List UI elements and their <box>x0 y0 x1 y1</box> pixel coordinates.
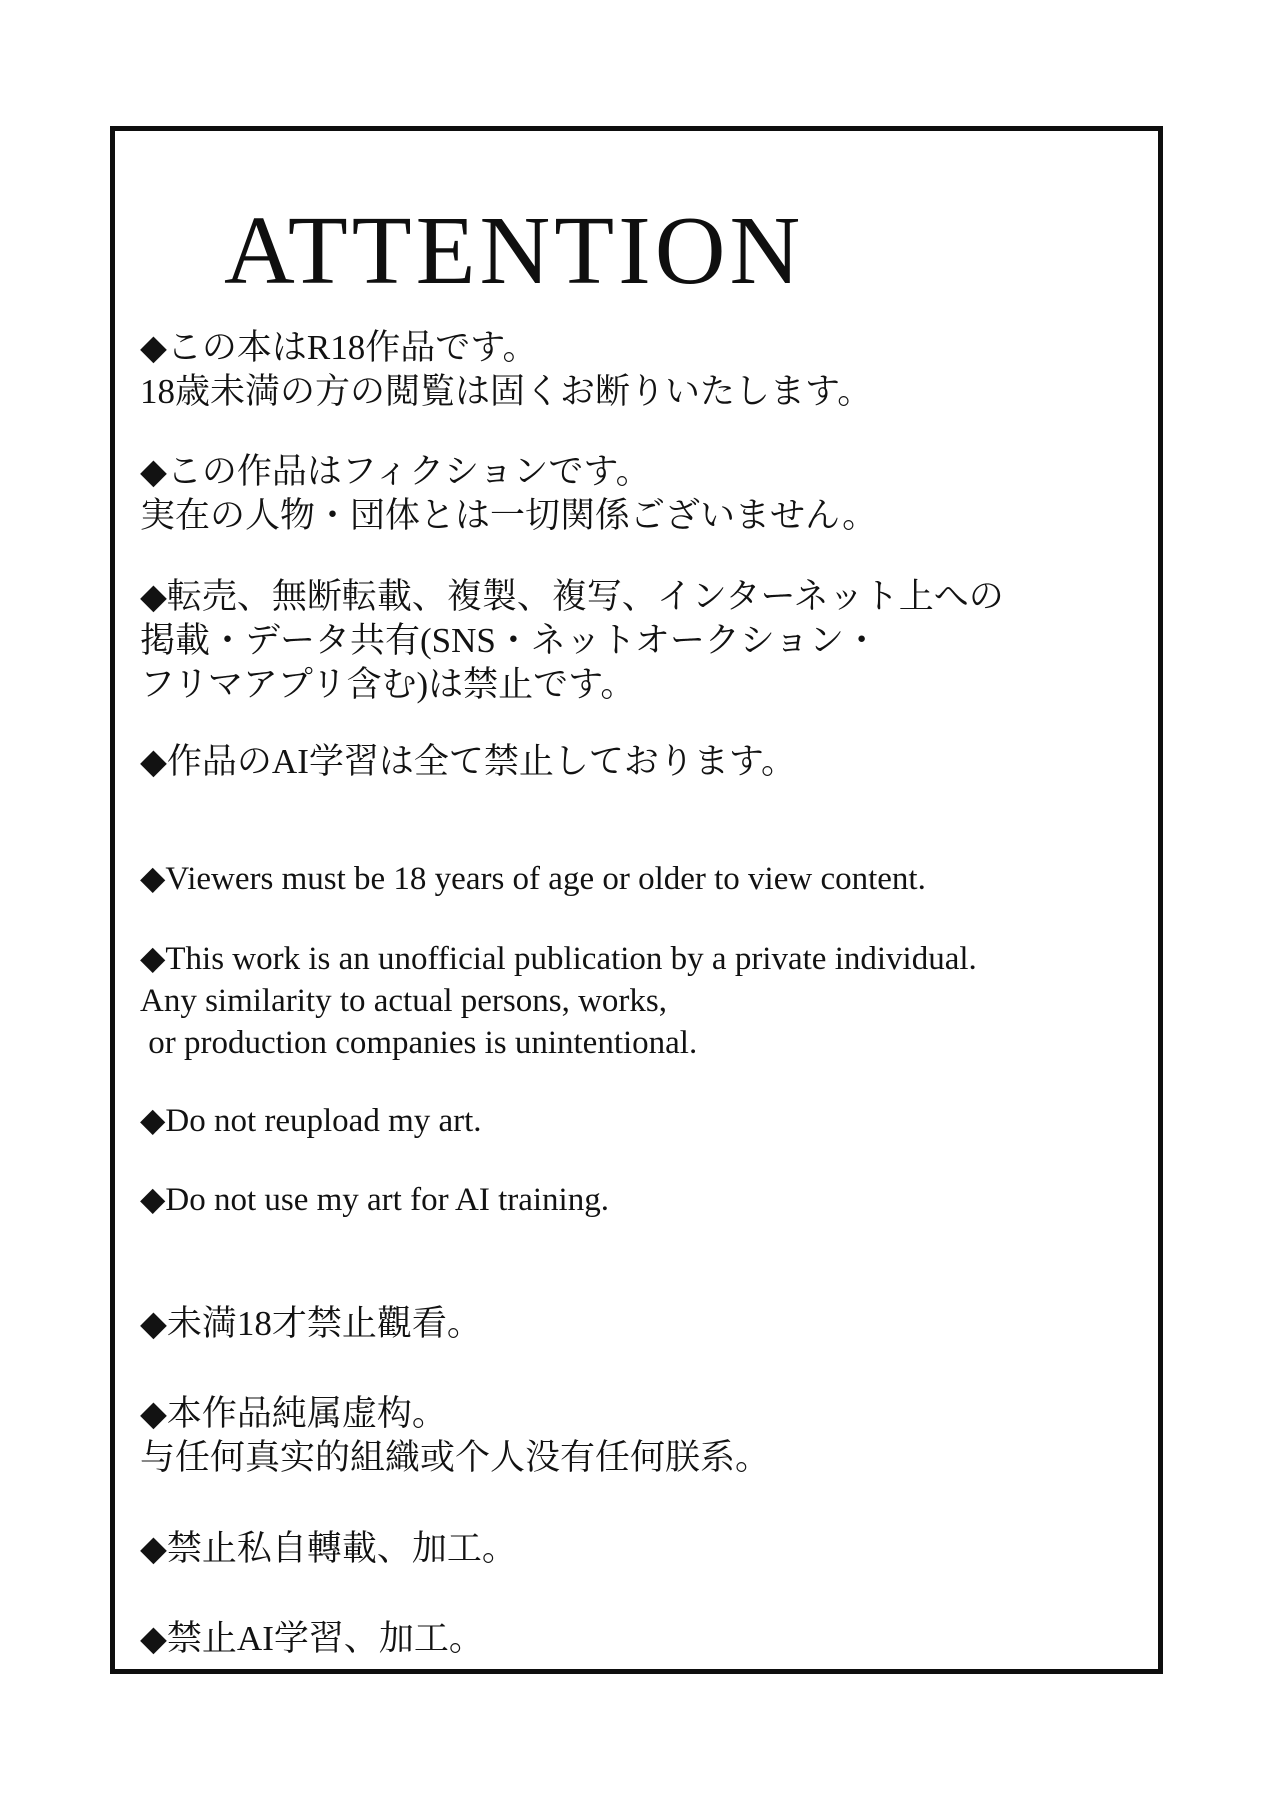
notice-line: フリマアプリ含む)は禁止です。 <box>140 665 636 704</box>
notice-line: Any similarity to actual persons, works, <box>140 983 668 1019</box>
notice-line: ◆作品のAI学習は全て禁止しております。 <box>140 742 797 781</box>
notice-line: ◆禁止私自轉載、加工。 <box>140 1529 517 1568</box>
notice-line: 掲載・データ共有(SNS・ネットオークション・ <box>140 621 880 660</box>
notice-jp-r18 <box>140 326 1150 414</box>
page-title: ATTENTION <box>224 196 805 305</box>
notice-jp-fiction <box>140 450 1150 538</box>
notice-line: ◆未満18才禁止觀看。 <box>140 1304 482 1343</box>
notice-zh-age <box>140 1302 1150 1346</box>
notice-line: ◆本作品純属虚构。 <box>140 1394 447 1433</box>
notice-line: ◆この本はR18作品です。 <box>140 328 538 367</box>
notice-line: 18歳未満の方の閲覧は固くお断りいたします。 <box>140 372 873 411</box>
notice-jp-no-ai <box>140 740 1150 784</box>
notice-line: ◆転売、無断転載、複製、複写、インターネット上への <box>140 577 1004 616</box>
notice-en-age <box>140 858 1150 900</box>
notice-zh-fiction <box>140 1392 1150 1480</box>
notice-line: ◆Do not reupload my art. <box>140 1103 482 1139</box>
notice-line: ◆禁止AI学習、加工。 <box>140 1619 484 1658</box>
notice-line: 与任何真实的組織或个人没有任何朕系。 <box>140 1438 771 1477</box>
notice-en-no-ai <box>140 1179 1150 1221</box>
notice-line: 実在の人物・団体とは一切関係ございません。 <box>140 496 878 535</box>
notice-en-unofficial <box>140 938 1150 1064</box>
notice-zh-no-ai <box>140 1617 1150 1661</box>
notice-line: ◆Viewers must be 18 years of age or older to view content. <box>140 861 926 897</box>
notice-line: or production companies is unintentional. <box>140 1025 698 1061</box>
notice-jp-no-repost <box>140 575 1150 707</box>
notice-line: ◆この作品はフィクションです。 <box>140 452 651 491</box>
notice-line: ◆This work is an unofficial publication by a private individual. <box>140 941 977 977</box>
notice-zh-no-repost <box>140 1527 1150 1571</box>
notice-line: ◆Do not use my art for AI training. <box>140 1182 609 1218</box>
notice-en-no-reupload <box>140 1100 1150 1142</box>
